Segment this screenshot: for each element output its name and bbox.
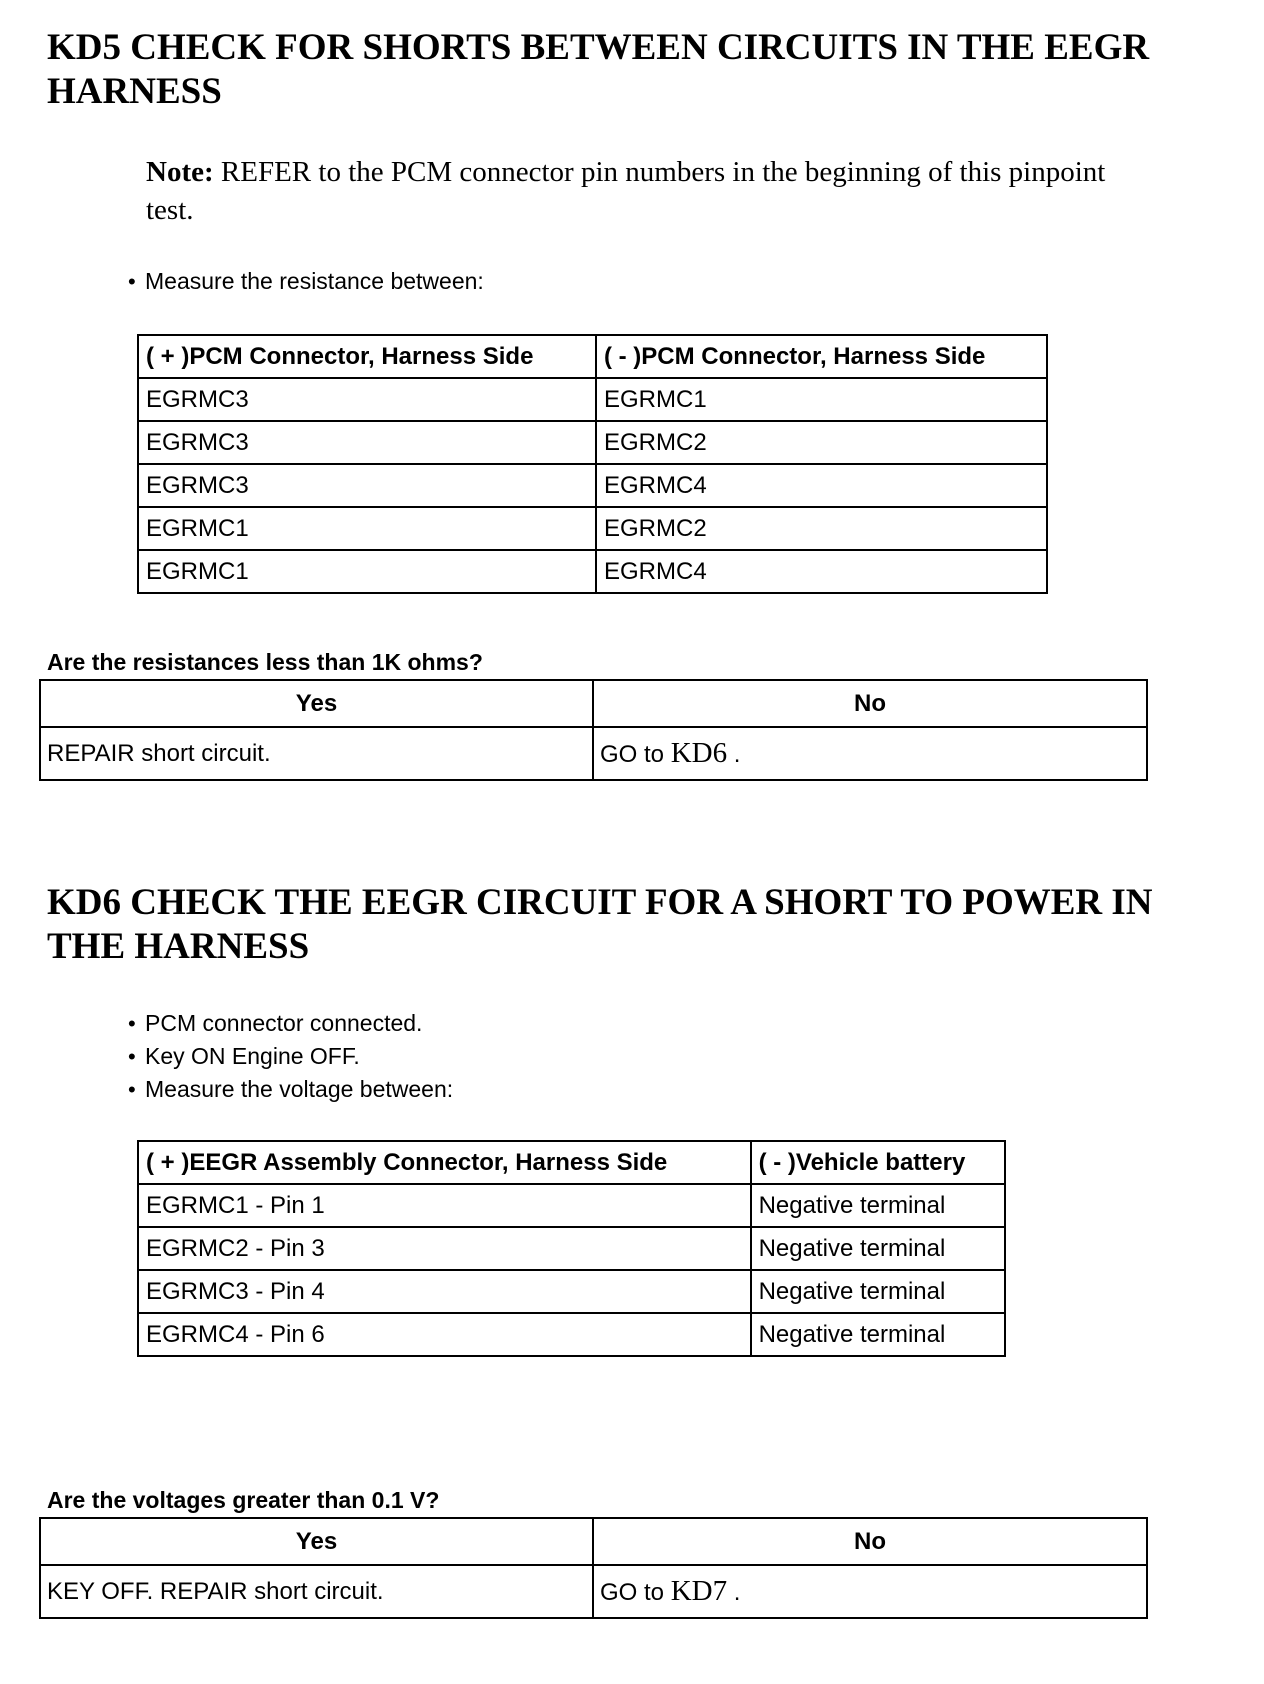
table-row [138, 507, 1047, 550]
table-cell: Negative terminal [751, 1184, 1005, 1227]
table-header-row [138, 335, 1047, 378]
no-action [593, 1565, 1147, 1618]
kd5-instruction-item: • Measure the resistance between: [128, 265, 484, 298]
kd5-note [146, 153, 1146, 229]
goto-kd7-link[interactable]: KD7 [670, 1575, 728, 1607]
table-row [138, 378, 1047, 421]
table-cell: EGRMC1 [596, 378, 1047, 421]
kd6-instruction-item: • Key ON Engine OFF. [128, 1040, 453, 1073]
table-cell: EGRMC3 - Pin 4 [138, 1270, 751, 1313]
table-header-row [138, 1141, 1005, 1184]
kd5-answer-table [39, 679, 1148, 781]
table-cell: Negative terminal [751, 1313, 1005, 1356]
table-row [138, 550, 1047, 593]
table-cell: EGRMC1 [138, 550, 596, 593]
table-row [138, 1184, 1005, 1227]
kd6-voltage-table [137, 1140, 1006, 1357]
no-header: No [593, 1518, 1147, 1565]
table-cell: Negative terminal [751, 1270, 1005, 1313]
no-action [593, 727, 1147, 780]
table-header-positive: ( + )PCM Connector, Harness Side [138, 335, 596, 378]
table-cell: EGRMC3 [138, 421, 596, 464]
kd6-instruction-item: • Measure the voltage between: [128, 1073, 453, 1106]
kd6-question: Are the voltages greater than 0.1 V? [47, 1487, 440, 1513]
table-cell: Negative terminal [751, 1227, 1005, 1270]
kd6-heading-line1: KD6 CHECK THE EEGR CIRCUIT FOR A SHORT TO POWER IN [47, 882, 1153, 923]
yes-action: REPAIR short circuit. [40, 727, 593, 780]
table-cell: EGRMC1 [138, 507, 596, 550]
kd6-instruction-item: • PCM connector connected. [128, 1007, 453, 1040]
table-header-negative: ( - )PCM Connector, Harness Side [596, 335, 1047, 378]
table-cell: EGRMC2 [596, 421, 1047, 464]
table-cell: EGRMC1 - Pin 1 [138, 1184, 751, 1227]
table-row [138, 1227, 1005, 1270]
no-action-prefix: GO to [600, 741, 671, 768]
kd5-heading-line2: HARNESS [47, 71, 222, 112]
kd5-heading [47, 26, 1237, 114]
note-label: Note: [146, 156, 214, 188]
kd5-instructions [128, 265, 484, 298]
kd6-instructions [128, 1007, 453, 1106]
table-row [138, 421, 1047, 464]
note-text: REFER to the PCM connector pin numbers in the beginning of this pinpoint test. [146, 156, 1106, 226]
kd6-heading-line2: THE HARNESS [47, 926, 310, 967]
answer-header-row [40, 680, 1147, 727]
table-cell: EGRMC3 [138, 378, 596, 421]
no-header: No [593, 680, 1147, 727]
table-cell: EGRMC2 [596, 507, 1047, 550]
table-cell: EGRMC4 [596, 550, 1047, 593]
table-row [138, 464, 1047, 507]
answer-header-row [40, 1518, 1147, 1565]
no-action-suffix: . [727, 741, 741, 768]
kd6-heading [47, 881, 1237, 969]
table-row [138, 1313, 1005, 1356]
no-action-prefix: GO to [600, 1579, 671, 1606]
table-row [138, 1270, 1005, 1313]
goto-kd6-link[interactable]: KD6 [670, 737, 728, 769]
table-cell: EGRMC4 [596, 464, 1047, 507]
answer-row [40, 727, 1147, 780]
table-cell: EGRMC4 - Pin 6 [138, 1313, 751, 1356]
yes-action: KEY OFF. REPAIR short circuit. [40, 1565, 593, 1618]
kd5-resistance-table [137, 334, 1048, 594]
answer-row [40, 1565, 1147, 1618]
yes-header: Yes [40, 1518, 593, 1565]
table-cell: EGRMC3 [138, 464, 596, 507]
table-header-positive: ( + )EEGR Assembly Connector, Harness Side [138, 1141, 751, 1184]
kd5-heading-line1: KD5 CHECK FOR SHORTS BETWEEN CIRCUITS IN THE EEGR [47, 27, 1150, 68]
table-header-negative: ( - )Vehicle battery [751, 1141, 1005, 1184]
no-action-suffix: . [727, 1579, 741, 1606]
yes-header: Yes [40, 680, 593, 727]
kd6-answer-table [39, 1517, 1148, 1619]
table-cell: EGRMC2 - Pin 3 [138, 1227, 751, 1270]
kd5-question: Are the resistances less than 1K ohms? [47, 649, 483, 675]
